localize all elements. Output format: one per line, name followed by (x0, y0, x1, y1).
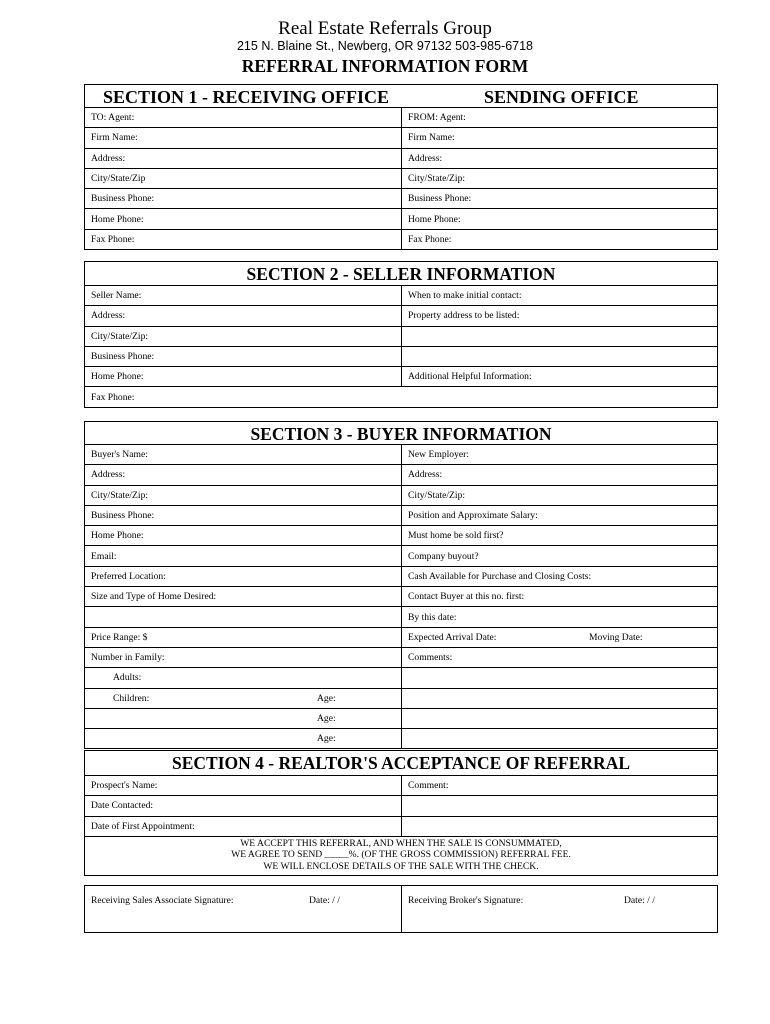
section2-field[interactable]: When to make initial contact: (401, 286, 717, 305)
section2-field[interactable] (401, 347, 717, 366)
age-field[interactable]: Age: (317, 692, 336, 704)
section1-field[interactable]: Business Phone: (401, 189, 717, 208)
section3-field[interactable]: Company buyout? (401, 546, 717, 565)
section3-field[interactable] (401, 689, 717, 708)
section4-field[interactable]: Date of First Appointment: (91, 820, 195, 832)
acceptance-statement (85, 837, 717, 875)
section3-row (85, 567, 717, 587)
section3-field[interactable] (85, 607, 401, 626)
acceptance-line: WE WILL ENCLOSE DETAILS OF THE SALE WITH THE CHECK. (263, 861, 539, 873)
section3-field[interactable]: Address: (91, 469, 126, 481)
section2-field[interactable]: Seller Name: (91, 290, 142, 302)
section1-field[interactable]: Home Phone: (401, 209, 717, 228)
section2-field[interactable] (401, 387, 717, 406)
section-2-title: SECTION 2 - SELLER INFORMATION (246, 264, 556, 284)
section4-row (85, 776, 717, 796)
section2-row (85, 327, 717, 347)
section3-field[interactable]: Children: (113, 692, 150, 704)
section1-row (85, 189, 717, 209)
associate-signature-date: Date: / / (309, 895, 340, 906)
section3-field[interactable]: Moving Date: (589, 631, 643, 643)
section3-row (85, 506, 717, 526)
broker-signature-label: Receiving Broker's Signature: (408, 895, 524, 906)
section3-row (85, 709, 717, 729)
section-1-receiving-sending-office (84, 84, 718, 250)
section3-field[interactable] (401, 709, 717, 728)
section3-field[interactable]: Price Range: $ (91, 631, 148, 643)
section2-field[interactable]: Business Phone: (91, 351, 155, 363)
section3-row (85, 445, 717, 465)
section-3-buyer-information (84, 421, 718, 749)
section3-field[interactable]: Cash Available for Purchase and Closing Costs: (401, 567, 717, 586)
signature-section (84, 885, 718, 933)
section-1-title: SECTION 1 - RECEIVING OFFICE (103, 87, 390, 107)
associate-signature-label: Receiving Sales Associate Signature: (91, 895, 234, 906)
section2-field[interactable]: Address: (91, 310, 126, 322)
section1-row (85, 128, 717, 148)
section2-field[interactable]: Fax Phone: (91, 391, 135, 403)
section3-field[interactable] (401, 729, 717, 748)
section-2-seller-information (84, 261, 718, 408)
broker-signature-date: Date: / / (624, 895, 655, 906)
section3-field[interactable]: Must home be sold first? (401, 526, 717, 545)
section1-field[interactable]: Firm Name: (91, 132, 138, 144)
section3-row (85, 587, 717, 607)
section3-row (85, 729, 717, 748)
section4-row (85, 817, 717, 837)
section3-field[interactable]: New Employer: (401, 445, 717, 464)
section2-row (85, 387, 717, 406)
section3-field[interactable]: Adults: (113, 672, 142, 684)
section1-row (85, 169, 717, 189)
section1-field[interactable]: City/State/Zip (91, 173, 146, 185)
section1-field[interactable]: Address: (401, 149, 717, 168)
section4-field[interactable]: Date Contacted: (91, 800, 154, 812)
section1-field[interactable]: Business Phone: (91, 193, 155, 205)
section4-field[interactable] (401, 796, 717, 815)
section-2-title-row (85, 262, 717, 286)
section2-row (85, 306, 717, 326)
section3-row (85, 668, 717, 688)
section3-field[interactable]: City/State/Zip: (91, 489, 149, 501)
section1-field[interactable]: Fax Phone: (91, 233, 135, 245)
age-field[interactable]: Age: (317, 733, 336, 745)
broker-signature-field[interactable] (401, 886, 717, 932)
section3-field[interactable]: Size and Type of Home Desired: (91, 591, 217, 603)
section3-field[interactable] (85, 709, 401, 728)
acceptance-line: WE ACCEPT THIS REFERRAL, AND WHEN THE SALE IS CONSUMMATED, (240, 837, 562, 849)
section2-field[interactable] (401, 327, 717, 346)
section3-field[interactable]: Home Phone: (91, 530, 144, 542)
section1-field[interactable]: City/State/Zip: (401, 169, 717, 188)
section3-field[interactable]: Number in Family: (91, 652, 165, 664)
section3-field[interactable]: Address: (401, 465, 717, 484)
section3-row (85, 486, 717, 506)
section3-row (85, 689, 717, 709)
section3-row (85, 546, 717, 566)
section-4-realtor-acceptance (84, 750, 718, 876)
section3-field[interactable]: Business Phone: (91, 510, 155, 522)
section3-field[interactable]: Comments: (401, 648, 717, 667)
section3-field[interactable]: Preferred Location: (91, 570, 166, 582)
section3-field[interactable]: Buyer's Name: (91, 449, 148, 461)
section3-field[interactable]: Position and Approximate Salary: (401, 506, 717, 525)
company-name: Real Estate Referrals Group (278, 18, 492, 39)
company-address: 215 N. Blaine St., Newberg, OR 97132 503-985-6718 (236, 39, 534, 53)
section1-row (85, 209, 717, 229)
section2-field[interactable]: Additional Helpful Information: (401, 367, 717, 386)
section2-field[interactable]: City/State/Zip: (91, 330, 149, 342)
section3-field[interactable] (401, 668, 717, 687)
section3-field[interactable] (85, 729, 401, 748)
section1-row (85, 149, 717, 169)
section2-field[interactable]: Property address to be listed: (401, 306, 717, 325)
section4-field[interactable]: Prospect's Name: (91, 780, 158, 792)
section3-field[interactable]: Contact Buyer at this no. first: (401, 587, 717, 606)
section2-row (85, 367, 717, 387)
age-field[interactable]: Age: (317, 713, 336, 724)
section-3-title: SECTION 3 - BUYER INFORMATION (250, 424, 552, 444)
section3-field[interactable]: Expected Arrival Date: (401, 628, 717, 647)
section-4-title-row (85, 751, 717, 776)
section1-row (85, 108, 717, 128)
section4-row (85, 796, 717, 816)
section3-row (85, 465, 717, 485)
section1-field[interactable]: Fax Phone: (401, 230, 717, 249)
section1-field[interactable]: TO: Agent: (91, 112, 135, 124)
section2-row (85, 286, 717, 306)
section-1-title-row (85, 85, 717, 108)
section4-field[interactable]: Comment: (401, 776, 717, 795)
acceptance-line: WE AGREE TO SEND _____%. (OF THE GROSS COMMISSION) REFERRAL FEE. (231, 849, 571, 861)
section-4-title: SECTION 4 - REALTOR'S ACCEPTANCE OF REFERRAL (172, 753, 630, 773)
section1-field[interactable]: Address: (91, 152, 126, 164)
sending-office-title: SENDING OFFICE (484, 87, 639, 107)
section1-field[interactable]: FROM: Agent: (401, 108, 717, 127)
section3-field[interactable]: Email: (91, 550, 117, 562)
section3-field[interactable]: City/State/Zip: (401, 486, 717, 505)
section3-field[interactable]: By this date: (401, 607, 717, 626)
section1-field[interactable]: Home Phone: (91, 213, 144, 225)
associate-signature-field[interactable] (85, 886, 401, 932)
form-title: REFERRAL INFORMATION FORM (241, 56, 529, 76)
section3-row (85, 607, 717, 627)
section3-row (85, 628, 717, 648)
section2-row (85, 347, 717, 367)
section1-row (85, 230, 717, 249)
section3-row (85, 648, 717, 668)
section4-field[interactable] (401, 817, 717, 836)
section1-field[interactable]: Firm Name: (401, 128, 717, 147)
section3-row (85, 526, 717, 546)
section2-field[interactable]: Home Phone: (91, 371, 144, 383)
section-3-title-row (85, 422, 717, 445)
